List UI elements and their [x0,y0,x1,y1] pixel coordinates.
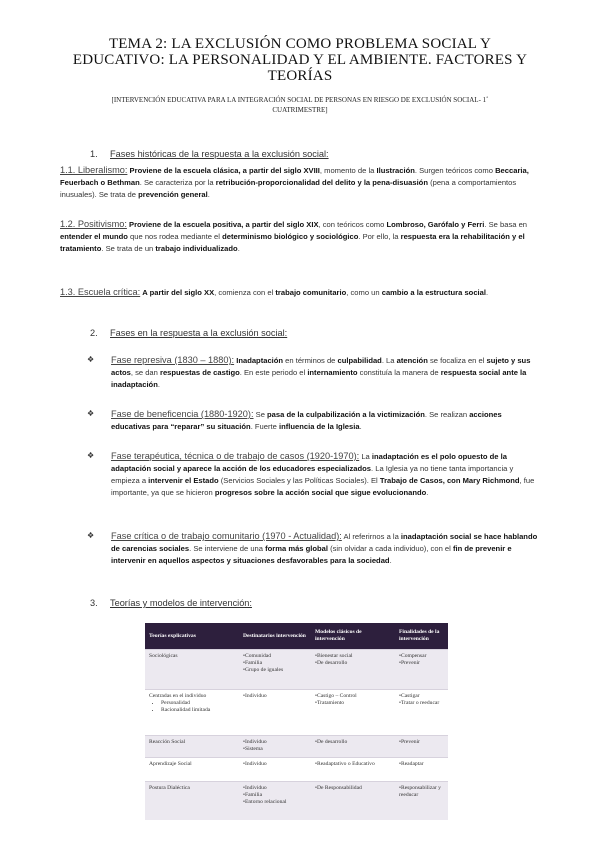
bold-span: retribución-proporcionalidad del delito y la pena-disuasión [215,178,428,187]
list-item: • Racionalidad limitada [161,707,235,714]
list-item: • Personalidad [161,700,235,707]
page-subtitle [60,95,540,115]
bold-span: fin de prevenir e intervenir en aquellos aspectos y situaciones desfavorables para la sociedad [111,544,512,565]
subtitle-line-1: [INTERVENCIÓN EDUCATIVA PARA LA INTEGRACIÓN SOCIAL DE PERSONAS EN RIESGO DE EXCLUSIÓN SOCIAL- 1˚ [111,96,489,104]
cell-text: •Sistema [243,746,263,752]
bold-span: trabajo comunitario [275,288,347,297]
section-2-number: 2. [90,328,98,338]
text-span: . Se interviene de una [189,544,266,553]
text-span: . [237,244,240,253]
text-span: . [207,190,210,199]
table-row [145,690,448,736]
text-span: Al referirnos a la [341,532,401,541]
bold-span: internamiento [307,368,358,377]
bold-span: acciones educativas para “reparar” su situación [111,410,502,431]
text-span: . La [381,356,397,365]
bold-span: Beccaria, Feuerbach o Bethman [60,166,529,187]
bullet-fase-represiva [87,354,540,391]
table-header-cell: Finalidades de la intervención [395,623,448,650]
bold-span: pasa de la culpabilización a la victimización [267,410,425,419]
cell-text: •Compensar [399,653,427,659]
bold-span: respuesta era la rehabilitación y el tratamiento [60,232,525,253]
text-span: , comienza con el [214,288,276,297]
text-span: . [485,288,489,297]
text-span: (Servicios Sociales y las Políticas Sociales). El [218,476,380,485]
text-span: . Se caracteriza por la [139,178,216,187]
table-row [145,736,448,758]
cell-text: •Familia [243,660,263,666]
bold-span: Lombroso, Garófalo y Ferri [386,220,485,229]
bold-span: Inadaptación [236,356,284,365]
section-3-text: Teorías y modelos de intervención: [110,598,252,608]
table-cell [311,690,395,736]
text-span: . Por ello, la [358,232,401,241]
cell-text: •Responsabilizar y reeducar [399,785,441,798]
table-cell [239,758,311,782]
cell-text: •Readaptativo o Educativo [315,761,375,767]
text-span: . [426,488,429,497]
text-span: . [157,380,160,389]
text-span: . Se basa en [484,220,528,229]
cell-text: •Tratar o reeducar [399,700,440,706]
bold-span: inadaptación social se hace hablando de carencias sociales [111,532,538,553]
bullet-body [111,354,540,391]
text-span: . Se trata de un [101,244,156,253]
cell-text: •Entorno relacional [243,799,287,805]
text-span: se focaliza en el [427,356,487,365]
table-cell [239,690,311,736]
bullet-heading: Fase represiva (1830 – 1880): [111,355,235,365]
liberalismo-heading: 1.1. Liberalismo: [60,165,128,175]
table-header-cell: Teorías explicativas [145,623,239,650]
text-span: . [389,556,392,565]
escuela-critica-heading: 1.3. Escuela crítica: [60,287,141,297]
cell-text: •Bienestar social [315,653,353,659]
bold-span: intervenir el Estado [148,476,219,485]
cell-text: •Prevenir [399,739,420,745]
bullet-fase-critica [87,530,540,567]
cell-text: •Individuo [243,761,267,767]
cell-text: •Prevenir [399,660,420,666]
bold-span: cambio a la estructura social [381,288,486,297]
section-1-text: Fases históricas de la respuesta a la exclusión social: [110,149,329,159]
cell-text: •Tratamiento [315,700,345,706]
cell-text: •Grupo de iguales [243,667,284,673]
page-title [60,36,540,84]
table-cell [311,758,395,782]
table-cell [395,782,448,820]
table-cell [395,690,448,736]
table-header-cell: Modelos clásicos de intervención [311,623,395,650]
table-cell [145,736,239,758]
text-span: , momento de la [319,166,377,175]
cell-text: •Castigo – Control [315,693,357,699]
table-cell [311,736,395,758]
bold-span: A partir del siglo XX [142,288,215,297]
text-span: (pena a comportamientos inusuales). Se trata de [60,178,517,199]
text-span: . Se realizan [424,410,470,419]
cell-text: •De desarrollo [315,660,348,666]
bullet-fase-terapeutica [87,450,540,499]
table-cell [145,782,239,820]
bold-span: determinismo biológico y sociológico [222,232,359,241]
cell-text: Centradas en el individuo [149,693,207,699]
table-cell [239,782,311,820]
bullet-body [111,408,540,433]
bold-span: prevención general [138,190,208,199]
cell-text: •De desarrollo [315,739,348,745]
bold-span: inadaptación es el polo opuesto de la adaptación social y aparece la acción de los educadores especializados [111,452,507,473]
table-header-row [145,623,448,650]
cell-text: •Readaptar [399,761,424,767]
section-3-heading [90,598,252,608]
cell-text: Postura Dialéctica [149,785,190,791]
cell-text: Aprendizaje Social [149,761,192,767]
bold-span: progresos sobre la acción social que sigue evolucionando [214,488,427,497]
text-span: constituía la manera de [357,368,441,377]
bullet-fase-beneficencia [87,408,540,433]
table-cell [395,758,448,782]
bold-span: Ilustración [376,166,415,175]
table-cell [239,736,311,758]
bold-span: sujeto y sus actos [111,356,531,377]
text-span: Se [253,410,268,419]
models-table [145,623,448,820]
bullet-heading: Fase terapéutica, técnica o de trabajo de casos (1920-1970): [111,451,360,461]
title-line-3: TEORÍAS [267,68,333,84]
cell-text: •Individuo [243,739,267,745]
table-cell [145,690,239,736]
text-span: . La Iglesia ya no tiene tanta importancia y empieza a [111,464,514,485]
section-3-number: 3. [90,598,98,608]
bullet-heading: Fase crítica o de trabajo comunitario (1970 - Actualidad): [111,531,342,541]
bold-span: influencia de la Iglesia [278,422,360,431]
cell-text: Reacción Social [149,739,186,745]
section-2-text: Fases en la respuesta a la exclusión social: [110,328,288,338]
table-cell [395,736,448,758]
bold-span: Proviene de la escuela positiva, a partir del siglo XIX [129,220,319,229]
bold-span: entender el mundo [60,232,128,241]
cell-text: •Individuo [243,693,267,699]
table-cell [395,650,448,690]
table-header-cell: Destinatarios intervención [239,623,311,650]
cell-text: •Familia [243,792,263,798]
table-sublist [149,700,235,714]
text-span: . Fuerte [250,422,279,431]
section-1-number: 1. [90,149,98,159]
table-row [145,782,448,820]
bold-span: atención [396,356,428,365]
bold-span: culpabilidad [337,356,382,365]
paragraph-positivismo [60,218,540,255]
bold-span: trabajo individualizado [155,244,238,253]
bullet-heading: Fase de beneficencia (1880-1920): [111,409,254,419]
diamond-bullet-icon: ❖ [87,409,95,418]
text-span: . [359,422,362,431]
text-span: . En este periodo el [239,368,308,377]
title-line-2: EDUCATIVO: LA PERSONALIDAD Y EL AMBIENTE. FACTORES Y [72,52,528,68]
text-span: La [359,452,372,461]
text-span: (sin olvidar a cada individuo), con el [327,544,453,553]
table-cell [145,650,239,690]
cell-text: •De Responsabilidad [315,785,362,791]
section-2-heading [90,328,287,338]
table-cell [311,782,395,820]
text-span: , se dan [130,368,160,377]
text-span: , con teóricos como [318,220,387,229]
diamond-bullet-icon: ❖ [87,355,95,364]
bold-span: forma más global [265,544,328,553]
positivismo-heading: 1.2. Positivismo: [60,219,127,229]
cell-text: •Individuo [243,785,267,791]
table-cell [311,650,395,690]
cell-text: •Castigar [399,693,420,699]
cell-text: Sociológicas [149,653,178,659]
bold-span: Proviene de la escuela clásica, a partir del siglo XVIII [129,166,320,175]
text-span: , fue importante, ya que se hicieron [111,476,535,497]
subtitle-line-2: CUATRIMESTRE] [272,106,328,114]
table-row [145,650,448,690]
text-span: en términos de [283,356,338,365]
table-cell [145,758,239,782]
diamond-bullet-icon: ❖ [87,451,95,460]
bold-span: respuestas de castigo [159,368,240,377]
diamond-bullet-icon: ❖ [87,531,95,540]
section-1-heading [90,149,329,159]
table-cell [239,650,311,690]
cell-text: •Comunidad [243,653,272,659]
bold-span: Trabajo de Casos, con Mary Richmond [379,476,520,485]
bullet-body [111,530,540,567]
text-span: , como un [346,288,382,297]
title-line-1: TEMA 2: LA EXCLUSIÓN COMO PROBLEMA SOCIAL Y [108,36,492,52]
text-span: que nos rodea mediante el [127,232,223,241]
bullet-body [111,450,540,499]
table-row [145,758,448,782]
bold-span: respuesta social ante la inadaptación [111,368,527,389]
paragraph-escuela-critica [60,286,540,299]
paragraph-liberalismo [60,164,540,201]
text-span: . Surgen teóricos como [414,166,496,175]
